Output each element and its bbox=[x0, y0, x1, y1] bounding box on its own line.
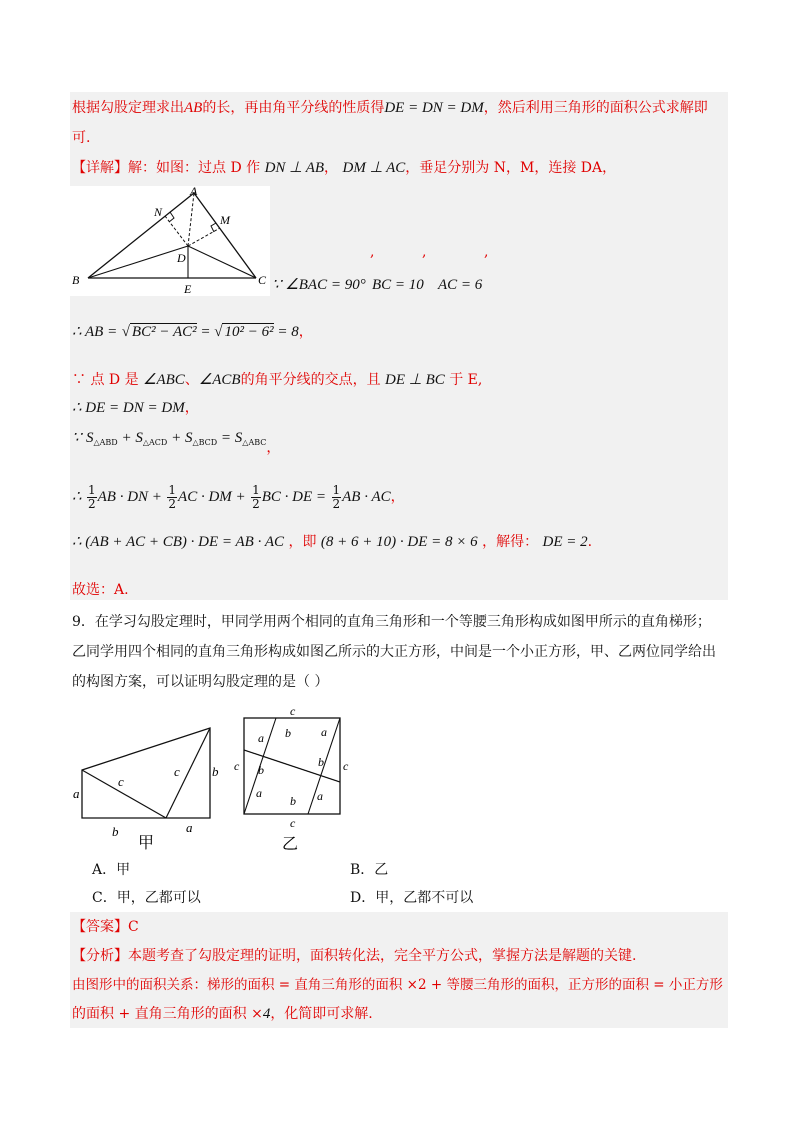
half-line bbox=[72, 482, 405, 512]
option-d[interactable] bbox=[350, 888, 473, 908]
label-n: N bbox=[154, 205, 163, 219]
sum-line bbox=[72, 532, 592, 552]
label-a: A bbox=[190, 186, 198, 198]
label-b: b bbox=[318, 755, 324, 769]
figure-triangle-abc bbox=[70, 186, 270, 296]
given-ac bbox=[438, 275, 482, 295]
option-d-label: D．甲，乙都不可以 bbox=[350, 890, 474, 906]
math-s: S bbox=[86, 430, 94, 446]
label-d: D bbox=[177, 251, 186, 265]
question-text: 9．在学习勾股定理时，甲同学用两个相同的直角三角形和一个等腰三角形构成如图甲所示的直角梯形； bbox=[72, 614, 711, 630]
math-eq: = bbox=[196, 324, 215, 340]
math-term-3: BC · DE = bbox=[261, 489, 327, 505]
comma: ， bbox=[266, 440, 281, 456]
math-de-bc: DE ⊥ BC bbox=[385, 372, 445, 388]
math-s: S bbox=[184, 430, 193, 446]
math-de-dn-dm: DE = DN = DM bbox=[384, 100, 484, 116]
frac-num: 1 bbox=[332, 482, 341, 497]
answer-value: C bbox=[128, 919, 139, 935]
sub-abc: △ABC bbox=[242, 438, 267, 447]
math-de-2: DE = 2 bbox=[542, 534, 588, 550]
label-b: b bbox=[290, 794, 296, 808]
text-ji: ，即 bbox=[288, 534, 317, 550]
question-line-3 bbox=[72, 672, 328, 692]
sub-acd: △ACD bbox=[142, 438, 168, 447]
analysis-tag: 【分析】 bbox=[72, 948, 128, 964]
frac-den: 2 bbox=[88, 496, 96, 511]
solution-line-2 bbox=[72, 128, 90, 148]
area-line bbox=[72, 428, 281, 456]
given-line bbox=[272, 275, 366, 295]
question-text: 的构图方案，可以证明勾股定理的是（ ） bbox=[72, 674, 329, 690]
comma-1: , bbox=[370, 244, 375, 260]
choose-text: 故选：A. bbox=[72, 582, 129, 598]
math-plus: + bbox=[117, 430, 136, 446]
dun: 、 bbox=[184, 372, 199, 388]
sub-abd: △ABD bbox=[93, 438, 118, 447]
analysis-line-3 bbox=[72, 1004, 373, 1024]
math-dn-ab: DN ⊥ AB bbox=[264, 160, 325, 176]
frac-den: 2 bbox=[168, 496, 177, 511]
de-eq-line bbox=[72, 398, 199, 418]
text-jiede: ，解得： bbox=[482, 534, 539, 550]
solution-line-1 bbox=[72, 98, 708, 118]
math-therefore-ab: ∴ AB = bbox=[72, 324, 118, 340]
option-c[interactable] bbox=[92, 888, 201, 908]
math-eq: = bbox=[217, 430, 235, 446]
ab-calc-line: ∴ AB = √ BC² − AC² = √ 10² − 6² = 8， bbox=[72, 324, 313, 340]
choose-line bbox=[72, 580, 129, 600]
math-because: ∵ bbox=[72, 430, 82, 446]
math-bc-10: BC = 10 bbox=[372, 277, 424, 293]
figure-jia-trapezoid bbox=[70, 720, 220, 850]
label-a: a bbox=[317, 789, 323, 803]
math-four: 4 bbox=[262, 1006, 271, 1022]
sqrt-bc-ac: BC² − AC² bbox=[131, 324, 197, 340]
math-dm-ac: DM ⊥ AC bbox=[342, 160, 406, 176]
label-a: a bbox=[258, 731, 264, 745]
label-b: b bbox=[285, 726, 291, 740]
analysis-text: 的面积 + 直角三角形的面积 × bbox=[72, 1006, 263, 1022]
math-sum-line: ∴ (AB + AC + CB) · DE = AB · AC bbox=[72, 534, 284, 550]
detail-tail: ，垂足分别为 N，M，连接 DA， bbox=[405, 160, 617, 176]
label-c-left: c bbox=[118, 774, 124, 789]
math-term-4: AB · AC bbox=[342, 489, 391, 505]
answer-line bbox=[72, 917, 139, 937]
analysis-line-1 bbox=[72, 946, 636, 966]
label-m: M bbox=[220, 213, 230, 227]
sqrt-10-6: 10² − 6² bbox=[224, 324, 274, 340]
label-e: E bbox=[184, 282, 192, 296]
figure-yi-square bbox=[230, 704, 360, 854]
caption-yi: 乙 bbox=[282, 836, 299, 853]
fraction-half bbox=[87, 484, 97, 511]
frac-num: 1 bbox=[88, 482, 96, 497]
option-c-label: C．甲，乙都可以 bbox=[92, 890, 201, 906]
solution-text: 根据勾股定理求出 bbox=[72, 100, 184, 116]
math-s: S bbox=[234, 430, 243, 446]
math-s: S bbox=[135, 430, 143, 446]
comma: ， bbox=[298, 324, 313, 340]
solution-text: 可. bbox=[72, 130, 91, 146]
label-c-top: c bbox=[290, 704, 296, 718]
frac-num: 1 bbox=[168, 482, 177, 497]
analysis-text: 由图形中的面积关系：梯形的面积 = 直角三角形的面积 ×2 + 等腰三角形的面积，正方形的面积 = 小正方形 bbox=[72, 977, 723, 993]
fraction-half bbox=[167, 484, 177, 511]
label-b-bottom: b bbox=[112, 824, 119, 839]
line-c-left bbox=[82, 770, 166, 818]
because-d-text: ∵ 点 D 是 bbox=[72, 372, 139, 388]
math-ab: AB bbox=[184, 100, 203, 116]
label-b: b bbox=[258, 763, 264, 777]
frac-den: 2 bbox=[252, 496, 260, 511]
given-bc bbox=[372, 275, 424, 295]
commas-row bbox=[370, 242, 374, 262]
question-line-1 bbox=[72, 612, 711, 632]
math-eq-8: = 8 bbox=[273, 324, 299, 340]
solution-text: ，然后利用三角形的面积公式求解即 bbox=[483, 100, 708, 116]
label-a: a bbox=[321, 725, 327, 739]
math-angle-acb: ∠ACB bbox=[198, 372, 241, 388]
math-angle-bac: ∵ ∠BAC = 90° bbox=[272, 277, 366, 293]
commas-row bbox=[422, 242, 426, 262]
analysis-text: ，化简即可求解. bbox=[270, 1006, 373, 1022]
math-plus: + bbox=[167, 430, 185, 446]
caption-jia: 甲 bbox=[138, 835, 155, 850]
label-c-left: c bbox=[234, 759, 240, 773]
comma: ， bbox=[184, 400, 199, 416]
trapezoid-outline bbox=[82, 728, 210, 818]
line-c-right bbox=[166, 728, 210, 818]
detail-text: 解：如图：过点 D 作 bbox=[128, 160, 261, 176]
because-d-line bbox=[72, 370, 482, 390]
yu-e: 于 E, bbox=[449, 372, 483, 388]
period: . bbox=[587, 534, 593, 550]
label-a: a bbox=[256, 786, 262, 800]
label-c-right: c bbox=[343, 759, 349, 773]
label-a-left: a bbox=[73, 786, 80, 801]
detail-line bbox=[72, 158, 616, 178]
frac-den: 2 bbox=[332, 496, 341, 511]
math-term-2: AC · DM + bbox=[178, 489, 246, 505]
because-d-tail: 的角平分线的交点，且 bbox=[240, 372, 381, 388]
math-sum-numbers: (8 + 6 + 10) · DE = 8 × 6 bbox=[320, 534, 478, 550]
label-b-right: b bbox=[212, 764, 219, 779]
commas-row bbox=[484, 242, 488, 262]
fraction-half bbox=[251, 484, 261, 511]
comma-3: , bbox=[484, 244, 489, 260]
option-b-label: B．乙 bbox=[350, 862, 389, 878]
label-b: B bbox=[72, 273, 80, 287]
math-de-eq: ∴ DE = DN = DM bbox=[72, 400, 185, 416]
math-therefore: ∴ bbox=[72, 489, 82, 505]
sub-bcd: △BCD bbox=[192, 438, 218, 447]
math-angle-abc: ∠ABC bbox=[143, 372, 185, 388]
math-term-1: AB · DN + bbox=[97, 489, 162, 505]
math-ac-6: AC = 6 bbox=[438, 277, 483, 293]
comma: ， bbox=[324, 160, 339, 176]
question-line-2 bbox=[72, 642, 716, 662]
fraction-half bbox=[332, 484, 342, 511]
comma-2: , bbox=[422, 244, 427, 260]
option-b[interactable] bbox=[350, 860, 388, 880]
label-a-bottom: a bbox=[186, 820, 193, 835]
option-a-label: A．甲 bbox=[92, 862, 131, 878]
detail-tag: 【详解】 bbox=[72, 160, 128, 176]
label-c-right: c bbox=[174, 764, 180, 779]
frac-num: 1 bbox=[252, 482, 260, 497]
answer-tag: 【答案】 bbox=[72, 919, 128, 935]
comma: ， bbox=[390, 489, 405, 505]
analysis-line-2 bbox=[72, 975, 723, 995]
label-c: C bbox=[258, 273, 267, 287]
analysis-text: 本题考查了勾股定理的证明，面积转化法，完全平方公式，掌握方法是解题的关键. bbox=[128, 948, 637, 964]
option-a[interactable] bbox=[92, 860, 130, 880]
figure-background bbox=[70, 186, 270, 296]
solution-text: 的长，再由角平分线的性质得 bbox=[202, 100, 385, 116]
label-c-bottom: c bbox=[290, 816, 296, 830]
question-text: 乙同学用四个相同的直角三角形构成如图乙所示的大正方形，中间是一个小正方形，甲、乙两位同学给出 bbox=[72, 644, 716, 660]
